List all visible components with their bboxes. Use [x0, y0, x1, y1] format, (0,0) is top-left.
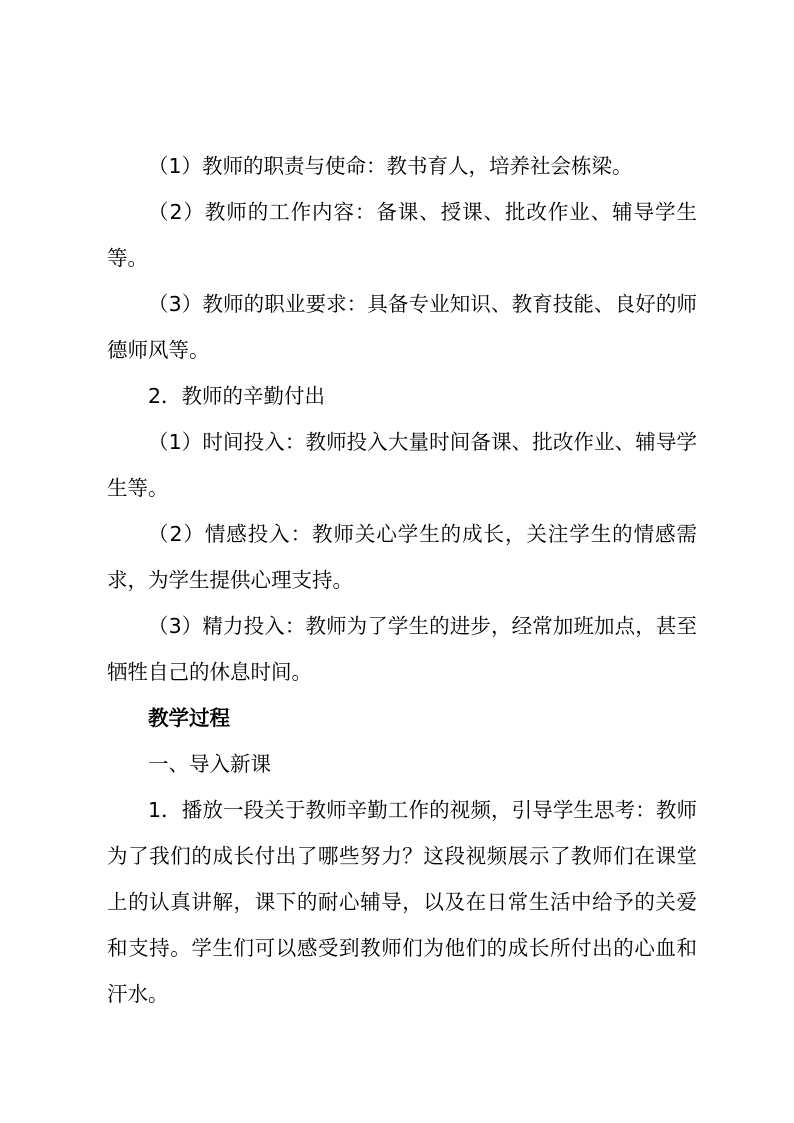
paragraph-intro: 1．播放一段关于教师辛勤工作的视频，引导学生思考：教师为了我们的成长付出了哪些努力？这段视频展示了教师们在课堂上的认真讲解，课下的耐心辅导，以及在日常生活中给予的关爱和支持。学生们可以感受到教师们为他们的成长所付出的心血和汗水。 — [107, 798, 697, 1006]
paragraph-work-content: （2）教师的工作内容：备课、授课、批改作业、辅导学生等。 — [107, 200, 697, 270]
paragraph-emotion: （2）情感投入：教师关心学生的成长，关注学生的情感需求，为学生提供心理支持。 — [107, 522, 697, 592]
paragraph-requirements: （3）教师的职业要求：具备专业知识、教育技能、良好的师德师风等。 — [107, 292, 697, 362]
section-heading: 教学过程 — [148, 706, 230, 730]
paragraph-duty: （1）教师的职责与使命：教书育人，培养社会栋梁。 — [148, 154, 633, 178]
document-body — [107, 143, 697, 1017]
paragraph-hard-work-title: 2．教师的辛勤付出 — [148, 384, 326, 408]
paragraph-energy: （3）精力投入：教师为了学生的进步，经常加班加点，甚至牺牲自己的休息时间。 — [107, 614, 697, 684]
paragraph-time: （1）时间投入：教师投入大量时间备课、批改作业、辅导学生等。 — [107, 430, 697, 500]
subsection-heading: 一、导入新课 — [148, 752, 271, 776]
